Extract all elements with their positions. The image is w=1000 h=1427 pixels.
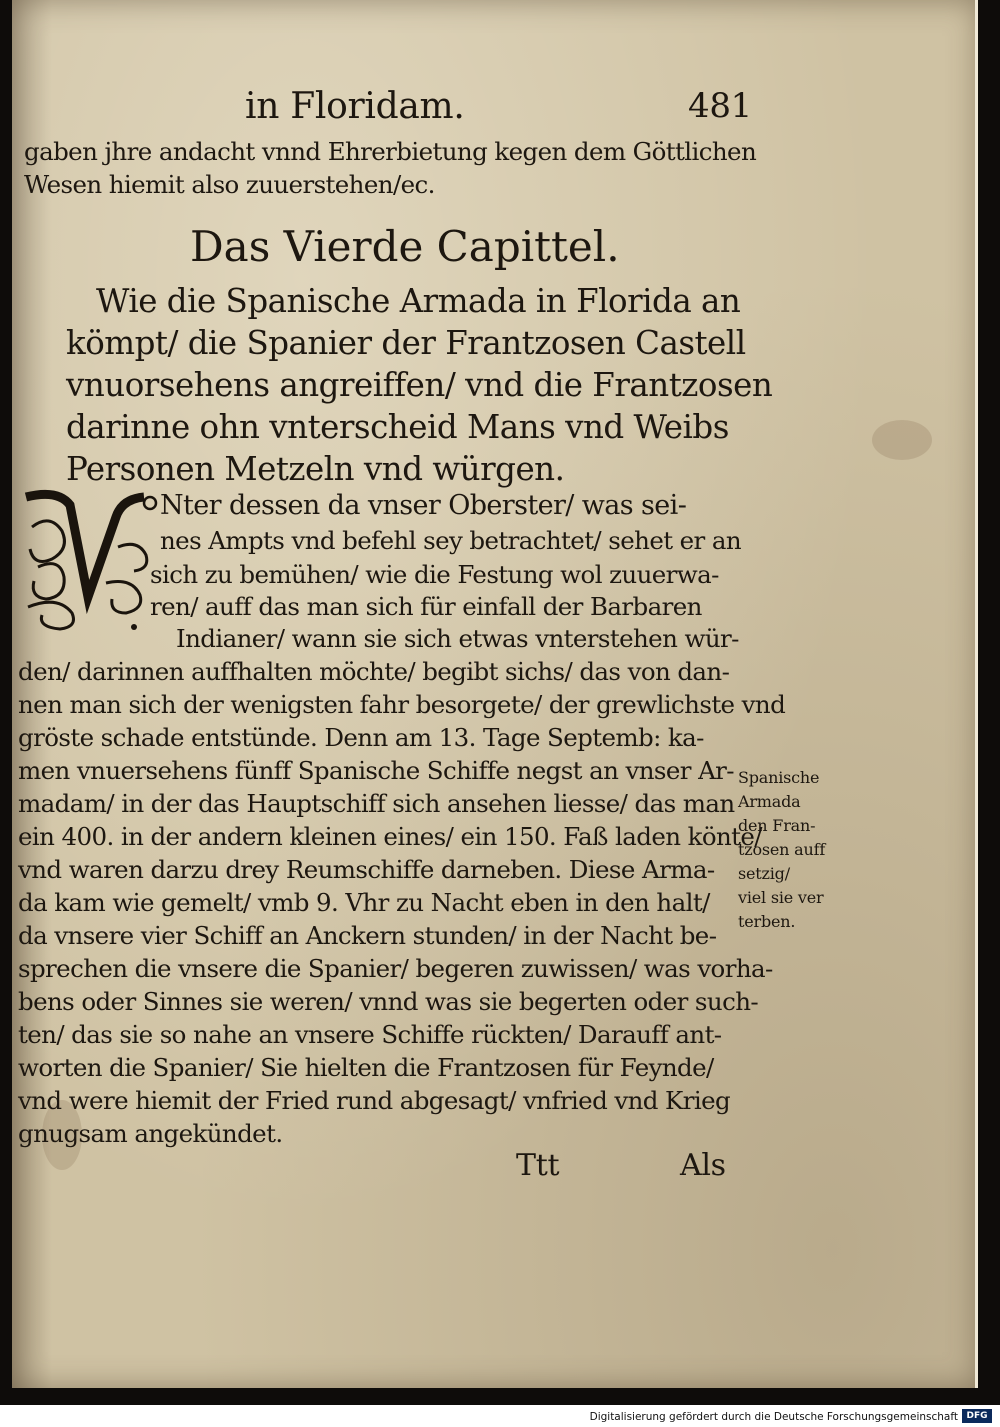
page-number: 481 [688,86,752,126]
body-line: sprechen die vnsere die Spanier/ begeren zuwissen/ was vorha- [18,954,773,983]
chapter-summary-line: Personen Metzeln vnd würgen. [66,450,565,488]
body-line: men vnuersehens fünff Spanische Schiffe negst an vnser Ar- [18,756,734,785]
body-line: ren/ auff das man sich für einfall der Barbaren [150,592,702,621]
margin-note-line: Armada [738,792,801,811]
margin-note-line: terben. [738,912,796,931]
ornamented-initial-v-icon [18,487,160,635]
body-line: Wesen hiemit also zuuerstehen/ec. [24,170,435,199]
body-line: ein 400. in der andern kleinen eines/ ein 150. Faß laden könte/ [18,822,762,851]
body-line: da kam wie gemelt/ vmb 9. Vhr zu Nacht eben in den halt/ [18,888,710,917]
paper-stain [872,420,932,460]
body-line: Indianer/ wann sie sich etwas vnterstehen wür- [176,624,739,653]
digitization-credit: Digitalisierung gefördert durch die Deutsche Forschungsgemeinschaft [589,1411,958,1423]
body-line: bens oder Sinnes sie weren/ vnnd was sie begerten oder such- [18,987,759,1016]
body-line: gaben jhre andacht vnnd Ehrerbietung kegen dem Göttlichen [24,137,757,166]
chapter-summary-line: darinne ohn vnterscheid Mans vnd Weibs [66,408,729,446]
body-line: gnugsam angekündet. [18,1119,283,1148]
body-line: vnd waren darzu drey Reumschiffe darneben. Diese Arma- [18,855,715,884]
body-line: nen man sich der wenigsten fahr besorgete/ der grewlichste vnd [18,690,786,719]
margin-note-line: setzig/ [738,864,790,883]
dfg-logo: DFG [962,1409,992,1423]
body-line: madam/ in der das Hauptschiff sich ansehen liesse/ das man [18,789,735,818]
body-line: worten die Spanier/ Sie hielten die Frantzosen für Feynde/ [18,1053,714,1082]
body-line: den/ darinnen auffhalten möchte/ begibt sichs/ das von dan- [18,657,730,686]
chapter-summary-line: kömpt/ die Spanier der Frantzosen Castell [66,324,746,362]
margin-note-line: viel sie ver [738,888,824,907]
body-line: ten/ das sie so nahe an vnsere Schiffe rückten/ Darauff ant- [18,1020,722,1049]
body-line: sich zu bemühen/ wie die Festung wol zuuerwa- [150,560,719,589]
body-line: nes Ampts vnd befehl sey betrachtet/ sehet er an [160,526,742,555]
margin-note-line: den Fran- [738,816,816,835]
chapter-summary-line: vnuorsehens angreiffen/ vnd die Frantzosen [66,366,773,404]
body-line: Nter dessen da vnser Oberster/ was sei- [160,490,687,521]
signature-mark: Ttt [516,1148,560,1183]
catchword: Als [680,1148,726,1183]
running-title: in Floridam. [245,86,465,127]
margin-note-line: tzosen auff [738,840,826,859]
body-line: gröste schade entstünde. Denn am 13. Tage Septemb: ka- [18,723,704,752]
chapter-title: Das Vierde Capittel. [190,222,620,271]
margin-note-line: Spanische [738,768,820,787]
body-line: da vnsere vier Schiff an Anckern stunden/ in der Nacht be- [18,921,717,950]
chapter-summary-line: Wie die Spanische Armada in Florida an [96,282,741,320]
body-line: vnd were hiemit der Fried rund abgesagt/ vnfried vnd Krieg [18,1086,731,1115]
